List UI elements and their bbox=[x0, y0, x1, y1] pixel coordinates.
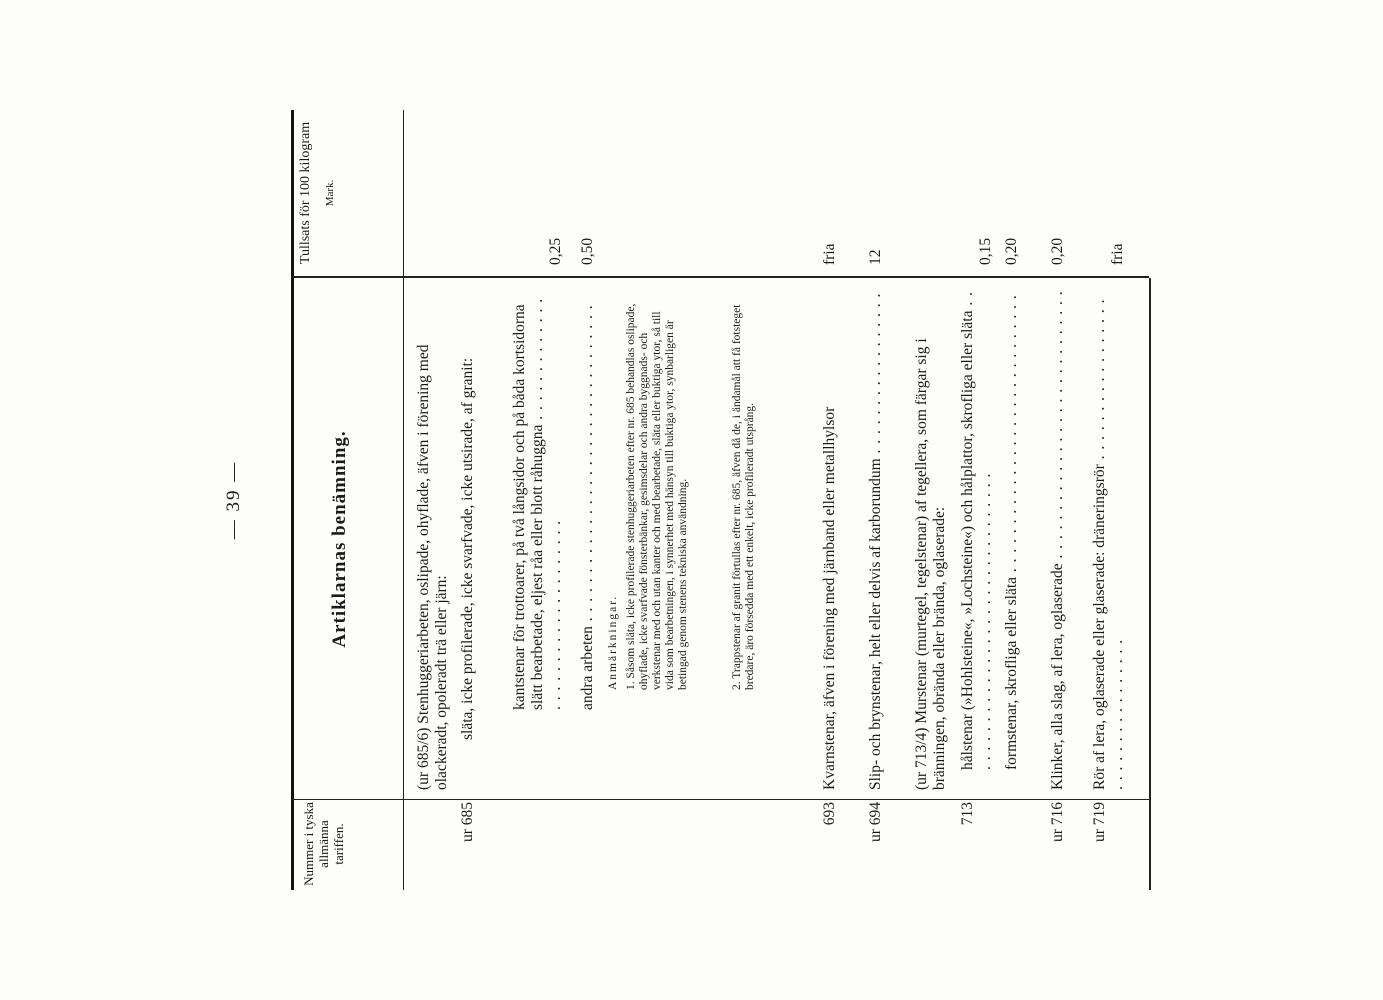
row-text-value: Rör af lera, oglaserade eller glaserade: dräneringsrör bbox=[1091, 464, 1108, 790]
row-text-value: hålstenar (»Hohlsteine«, »Lochsteine«) och hålplattor, skrofliga eller släta bbox=[959, 310, 976, 770]
row-text: (ur 713/4) Murstenar (murtegel, tegelstenar) af tegellera, som färgar sig i bränningen, obrända eller brända, oglaserade: bbox=[913, 338, 948, 790]
header-rate-column bbox=[297, 110, 339, 276]
row-rate: 0,50 bbox=[579, 237, 596, 265]
row-text-value: Slip- och brynstenar, helt eller delvis af karborundum bbox=[867, 458, 884, 790]
row-rate: 0,20 bbox=[1003, 237, 1020, 265]
row-text: Kvarnstenar, äfven i förening med järnband eller metallhylsor bbox=[821, 406, 838, 790]
tariff-table bbox=[291, 110, 1151, 890]
row-rate: 0,15 bbox=[977, 237, 994, 265]
header-rate-unit: Mark. bbox=[324, 179, 336, 207]
row-text bbox=[867, 290, 885, 790]
row-text bbox=[579, 290, 597, 710]
note-text: 2. Trappstenar af granit förtullas efter nr. 685, äfven då de, i ändamål att få fotsteget bredare, äro försedda med ett enkelt, icke profileradt utsprång. bbox=[731, 304, 756, 690]
row-text bbox=[959, 290, 995, 770]
row-number: ur 716 bbox=[1049, 802, 1066, 843]
row-text-value: kantstenar för trottoarer, på två långsidor och på båda kortsidorna slätt bearbetade, eljest råa eller blott råhuggna bbox=[511, 304, 546, 710]
rotated-page-content bbox=[223, 110, 1151, 890]
header-rate-label: Tullsats för 100 kilogram bbox=[298, 121, 313, 265]
row-text bbox=[1003, 290, 1021, 770]
row-text: släta, icke profilerade, icke svarfvade, icke utsirade, af granit: bbox=[459, 357, 476, 740]
row-rate: fria bbox=[1109, 243, 1126, 265]
table-bottom-rule bbox=[1149, 278, 1151, 890]
column-divider bbox=[291, 276, 1149, 278]
row-rate: 0,25 bbox=[547, 237, 564, 265]
row-text-value: formstenar, skrofliga eller släta bbox=[1003, 576, 1020, 770]
row-text-value: Klinker, alla slag, af lera, oglaserade bbox=[1049, 563, 1066, 790]
row-rate: 0,20 bbox=[1049, 237, 1066, 265]
row-text: (ur 685/6) Stenhuggeriarbeten, oslipade, ohyflade, äfven i förening med olackeradt, opoleradt trä eller järn: bbox=[415, 344, 450, 790]
row-rate: fria bbox=[821, 243, 838, 265]
row-number: 693 bbox=[821, 802, 838, 826]
notes-heading: Anmärkningar. bbox=[607, 594, 619, 690]
header-number-column: Nummer i tyska allmänna tariffen. bbox=[301, 802, 346, 886]
digitization-credit bbox=[1360, 10, 1380, 390]
row-text-value: andra arbeten bbox=[579, 626, 596, 710]
row-number: 713 bbox=[959, 802, 976, 826]
row-text bbox=[1091, 290, 1127, 790]
row-text bbox=[511, 290, 565, 710]
row-rate: 12 bbox=[867, 249, 884, 265]
row-number: ur 719 bbox=[1091, 802, 1108, 843]
column-divider bbox=[291, 799, 1149, 800]
row-number: ur 694 bbox=[867, 802, 884, 843]
row-text bbox=[1049, 290, 1067, 790]
header-rule bbox=[403, 110, 404, 890]
header-name-column: Artiklarnas benämning. bbox=[329, 430, 350, 648]
table-top-rule bbox=[291, 110, 294, 890]
note-text: 1. Såsom släta, icke profilerade stenhuggeriarbeten efter nr. 685 behandlas oslipade, ohyflade, icke svarfvade fönsterbänkar, gesimsdelar och andra byggnads- och verkstenar med och utan kanter och med bearbetade, släta eller buktiga ytor, så till vida som bearbetningen, i synnerhet med hänsyn till buktiga ytor, synbarligen är betingad genom stenens tekniska användning. bbox=[625, 303, 689, 690]
page-number: — 39 — bbox=[223, 460, 244, 540]
row-number: ur 685 bbox=[459, 802, 476, 843]
